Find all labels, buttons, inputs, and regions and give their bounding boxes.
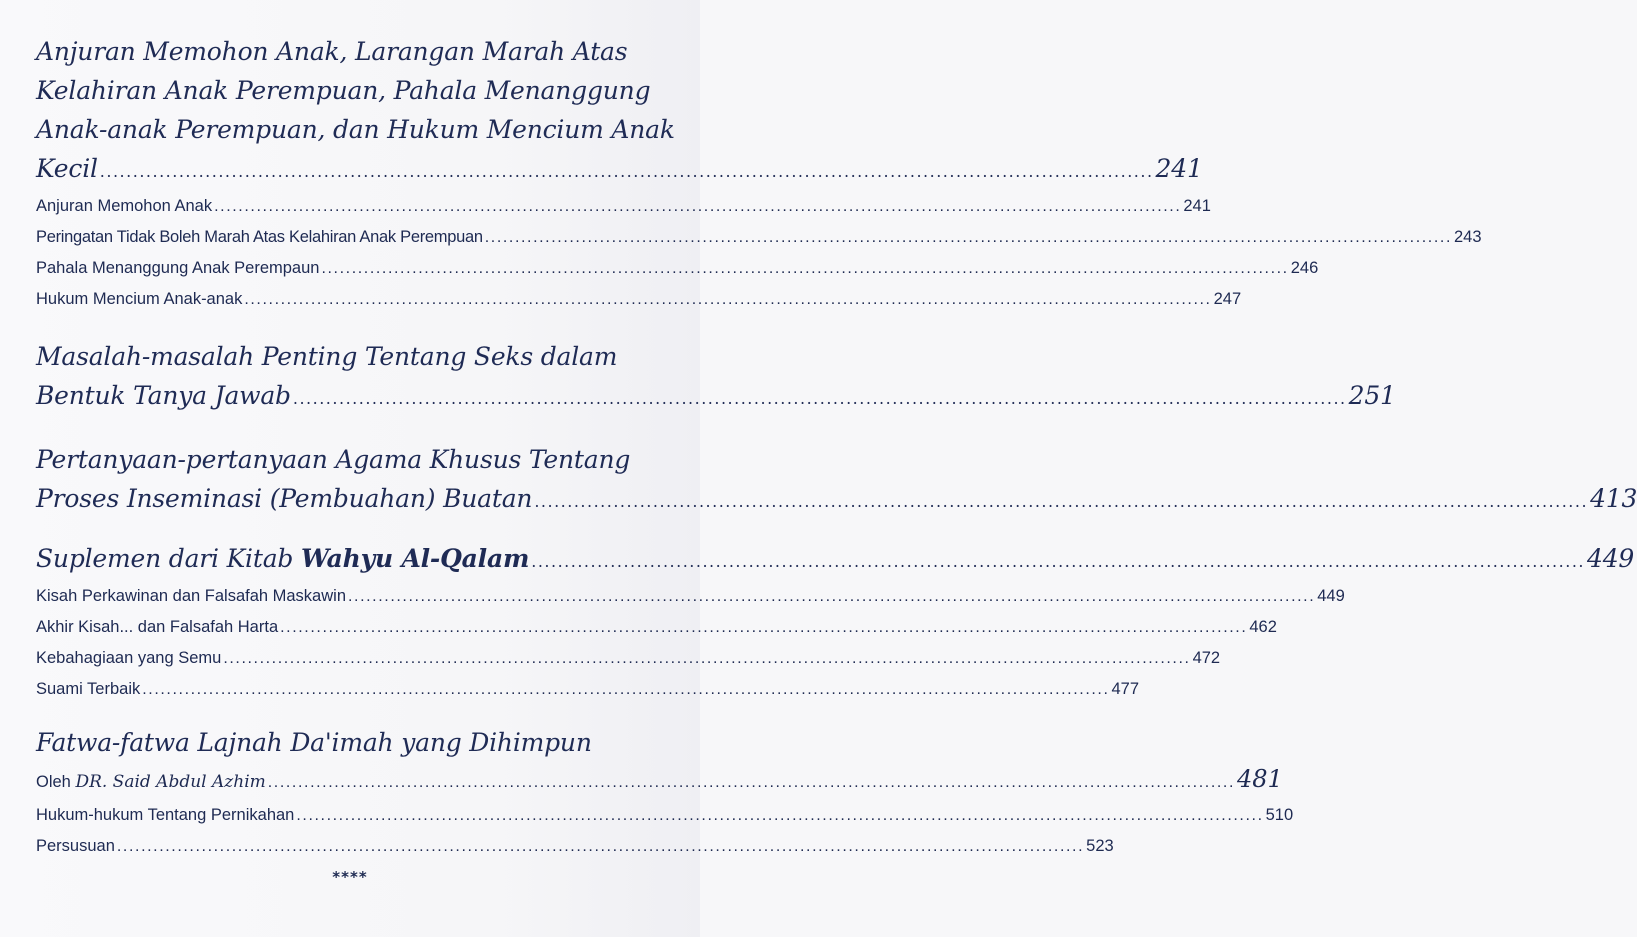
subentry-page-number: 449 (1317, 587, 1345, 605)
subentry-page-number: 477 (1111, 680, 1140, 698)
chapter-1-title-line-2: Kelahiran Anak Perempuan, Pahala Menanggung (36, 76, 651, 105)
subentry-title: Hukum-hukum Tentang Pernikahan (36, 806, 295, 824)
chapter-5-title-line-1: Fatwa-fatwa Lajnah Da'imah yang Dihimpun (36, 728, 592, 757)
subentry-page-number: 472 (1192, 649, 1221, 667)
chapter-2-leader-row (36, 376, 1396, 418)
subentry-title: Pahala Menanggung Anak Perempaun (36, 259, 320, 277)
subentry-title: Hukum Mencium Anak-anak (36, 290, 243, 308)
subentry-page-number: 247 (1213, 290, 1242, 308)
dot-leader: ................................................................................................................................................................ (214, 198, 1182, 215)
dot-leader: ................................................................................................................................................................ (534, 492, 1589, 511)
subentry-title: Akhir Kisah... dan Falsafah Harta (36, 618, 279, 636)
dot-leader: ................................................................................................................................................................ (99, 162, 1154, 181)
chapter-1-title-line-4: Kecil (36, 154, 98, 183)
chapter-4-title-prefix: Suplemen dari Kitab (36, 544, 301, 573)
toc-subentry[interactable] (36, 831, 1114, 862)
toc-subentry[interactable] (36, 612, 1277, 643)
toc-subentry[interactable] (36, 222, 1482, 253)
chapter-1-page-number: 241 (1155, 154, 1203, 183)
dot-leader: ................................................................................................................................................................ (267, 774, 1235, 791)
subentry-page-number: 241 (1183, 197, 1211, 215)
end-of-section-mark: **** (332, 868, 368, 886)
toc-chapter-5[interactable] (36, 723, 644, 762)
toc-subentry[interactable] (36, 284, 1242, 315)
toc-subentry[interactable] (36, 253, 1319, 284)
subentry-page-number: 523 (1086, 837, 1114, 855)
chapter-3-page-number: 413 (1590, 484, 1637, 513)
chapter-1-leader-row (36, 149, 1203, 191)
chapter-2-title-line-2: Bentuk Tanya Jawab (36, 381, 291, 410)
dot-leader: ................................................................................................................................................................ (244, 291, 1212, 308)
toc-chapter-3[interactable] (36, 440, 1637, 521)
subentry-page-number: 462 (1249, 618, 1277, 636)
dot-leader: ................................................................................................................................................................ (348, 588, 1316, 605)
chapter-2-title-line-1: Masalah-masalah Penting Tentang Seks dalam (36, 342, 618, 371)
dot-leader: ................................................................................................................................................................ (484, 229, 1452, 246)
dot-leader: ................................................................................................................................................................ (223, 650, 1191, 667)
toc-chapter-2[interactable] (36, 337, 1396, 418)
toc-chapter-1[interactable] (36, 32, 1203, 191)
chapter-5-author-prefix: Oleh (36, 773, 76, 791)
chapter-1-title-line-3: Anak-anak Perempuan, dan Hukum Mencium Anak (36, 115, 675, 144)
subentry-page-number: 510 (1265, 806, 1294, 824)
toc-subentry[interactable] (36, 643, 1221, 674)
subentry-title: Anjuran Memohon Anak (36, 197, 213, 215)
dot-leader: ................................................................................................................................................................ (321, 260, 1289, 277)
subentry-title: Suami Terbaik (36, 680, 141, 698)
toc-subentry[interactable] (36, 800, 1294, 831)
table-of-contents (36, 32, 1637, 862)
subentry-page-number: 243 (1453, 228, 1482, 246)
toc-chapter-4[interactable] (36, 539, 1635, 581)
chapter-4-leader-row (36, 539, 1635, 581)
dot-leader: ................................................................................................................................................................ (296, 807, 1264, 824)
dot-leader: ................................................................................................................................................................ (280, 619, 1248, 636)
subentry-title: Peringatan Tidak Boleh Marah Atas Kelahiran Anak Perempuan (36, 228, 483, 246)
toc-subentry[interactable] (36, 191, 1211, 222)
dot-leader: ................................................................................................................................................................ (116, 838, 1085, 855)
chapter-1-title-line-1: Anjuran Memohon Anak, Larangan Marah Atas (36, 37, 628, 66)
dot-leader: ................................................................................................................................................................ (531, 552, 1585, 571)
subentry-title: Persusuan (36, 837, 115, 855)
chapter-4-page-number: 449 (1586, 544, 1635, 573)
chapter-3-leader-row (36, 479, 1637, 521)
chapter-4-book-title: Wahyu Al-Qalam (300, 544, 530, 573)
dot-leader: ................................................................................................................................................................ (292, 389, 1347, 408)
dot-leader: ................................................................................................................................................................ (142, 681, 1110, 698)
toc-subentry[interactable] (36, 674, 1140, 705)
subentry-title: Kebahagiaan yang Semu (36, 649, 222, 667)
chapter-5-leader-row[interactable] (36, 762, 1283, 800)
chapter-4-title (36, 539, 529, 578)
toc-subentry[interactable] (36, 581, 1345, 612)
chapter-5-author: DR. Said Abdul Azhim (75, 772, 266, 792)
subentry-title: Kisah Perkawinan dan Falsafah Maskawin (36, 587, 346, 605)
chapter-5-title-line-2 (36, 765, 266, 799)
subentry-page-number: 246 (1290, 259, 1319, 277)
chapter-2-page-number: 251 (1348, 381, 1396, 410)
chapter-3-title-line-1: Pertanyaan-pertanyaan Agama Khusus Tentang (36, 445, 631, 474)
chapter-3-title-line-2: Proses Inseminasi (Pembuahan) Buatan (36, 484, 533, 513)
chapter-5-page-number: 481 (1237, 765, 1283, 793)
